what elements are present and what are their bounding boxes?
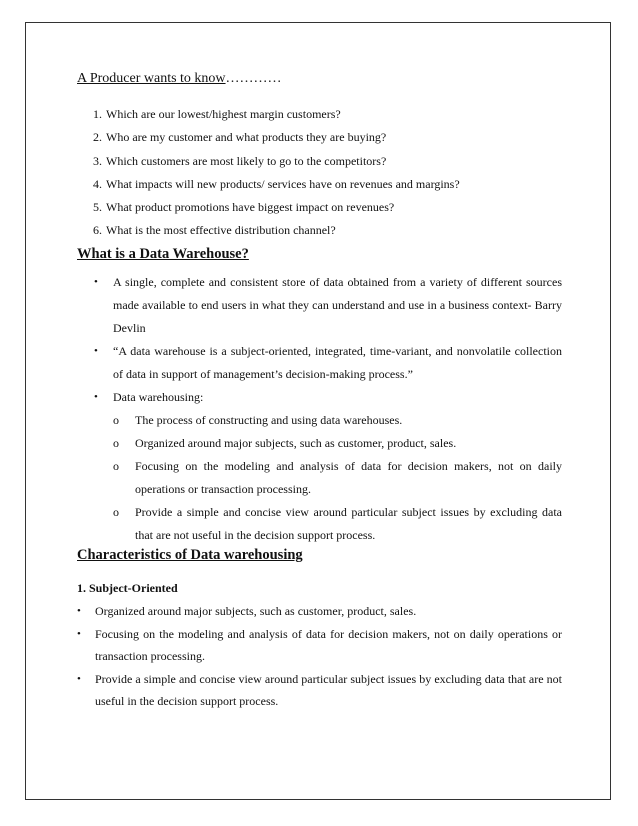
question-text: What product promotions have biggest impact on revenues? [106, 200, 395, 215]
characteristic-item [77, 600, 562, 623]
circle-marker-icon: o [113, 459, 119, 473]
question-item [77, 103, 562, 126]
bullet-icon: • [77, 605, 81, 617]
sub-item [113, 409, 562, 432]
bullet-icon: • [94, 345, 98, 357]
sub-item [113, 501, 562, 547]
subject-oriented-heading: 1. Subject-Oriented [77, 581, 178, 595]
question-item [77, 196, 562, 219]
question-item [77, 173, 562, 196]
sub-item-text: Provide a simple and concise view around particular subject issues by excluding data that are not useful in the decision support process. [135, 505, 562, 542]
question-item [77, 150, 562, 173]
circle-marker-icon: o [113, 413, 119, 427]
circle-marker-icon: o [113, 505, 119, 519]
bullet-icon: • [77, 627, 81, 640]
sub-item-text: The process of constructing and using data warehouses. [135, 413, 403, 427]
warehouse-bullets [77, 271, 562, 547]
characteristics-bullets [77, 600, 562, 713]
question-item [77, 126, 562, 149]
sub-item [113, 455, 562, 501]
question-number: 2. [93, 130, 102, 145]
bullet-icon: • [77, 672, 81, 685]
characteristic-item [77, 668, 562, 713]
characteristic-text: Focusing on the modeling and analysis of data for decision makers, not on daily operations or transaction processing. [95, 626, 562, 663]
characteristic-text: Organized around major subjects, such as customer, product, sales. [95, 604, 417, 618]
bullet-icon: • [94, 391, 98, 403]
data-warehousing-label: Data warehousing: [113, 390, 204, 404]
definition-devlin-text: A single, complete and consistent store of data obtained from a variety of different sources made available to end users in what they can understand and use in a business context- Barry Devlin [113, 275, 562, 335]
question-text: What impacts will new products/ services have on revenues and margins? [106, 176, 460, 191]
question-number: 6. [93, 223, 102, 238]
characteristic-text: Provide a simple and concise view around particular subject issues by excluding data that are not useful in the decision support process. [95, 671, 562, 708]
definition-inmon [77, 340, 562, 386]
question-number: 1. [93, 107, 102, 121]
intro-heading [77, 71, 282, 87]
question-item [77, 219, 562, 242]
characteristics-heading: Characteristics of Data warehousing [77, 547, 303, 563]
sub-item-text: Focusing on the modeling and analysis of data for decision makers, not on daily operations or transaction processing. [135, 459, 562, 496]
question-text: What is the most effective distribution channel? [106, 223, 336, 238]
bullet-icon: • [94, 276, 98, 288]
data-warehousing-subs [113, 409, 562, 547]
intro-heading-text: A Producer wants to know [77, 71, 226, 86]
question-text: Which are our lowest/highest margin customers? [106, 107, 341, 121]
warehouse-heading: What is a Data Warehouse? [77, 246, 249, 262]
question-text: Which customers are most likely to go to the competitors? [106, 153, 387, 168]
sub-item [113, 432, 562, 455]
sub-item-text: Organized around major subjects, such as customer, product, sales. [135, 436, 457, 450]
question-list [77, 103, 562, 243]
question-number: 3. [93, 153, 102, 168]
question-number: 5. [93, 200, 102, 215]
question-text: Who are my customer and what products they are buying? [106, 130, 387, 145]
data-warehousing-item [77, 386, 562, 547]
circle-marker-icon: o [113, 436, 119, 450]
definition-inmon-text: “A data warehouse is a subject-oriented, integrated, time-variant, and nonvolatile collection of data in support of management’s decision-making process.” [113, 344, 562, 381]
question-number: 4. [93, 176, 102, 191]
definition-devlin [77, 271, 562, 340]
characteristic-item [77, 623, 562, 668]
intro-heading-dots: ………… [225, 71, 282, 86]
